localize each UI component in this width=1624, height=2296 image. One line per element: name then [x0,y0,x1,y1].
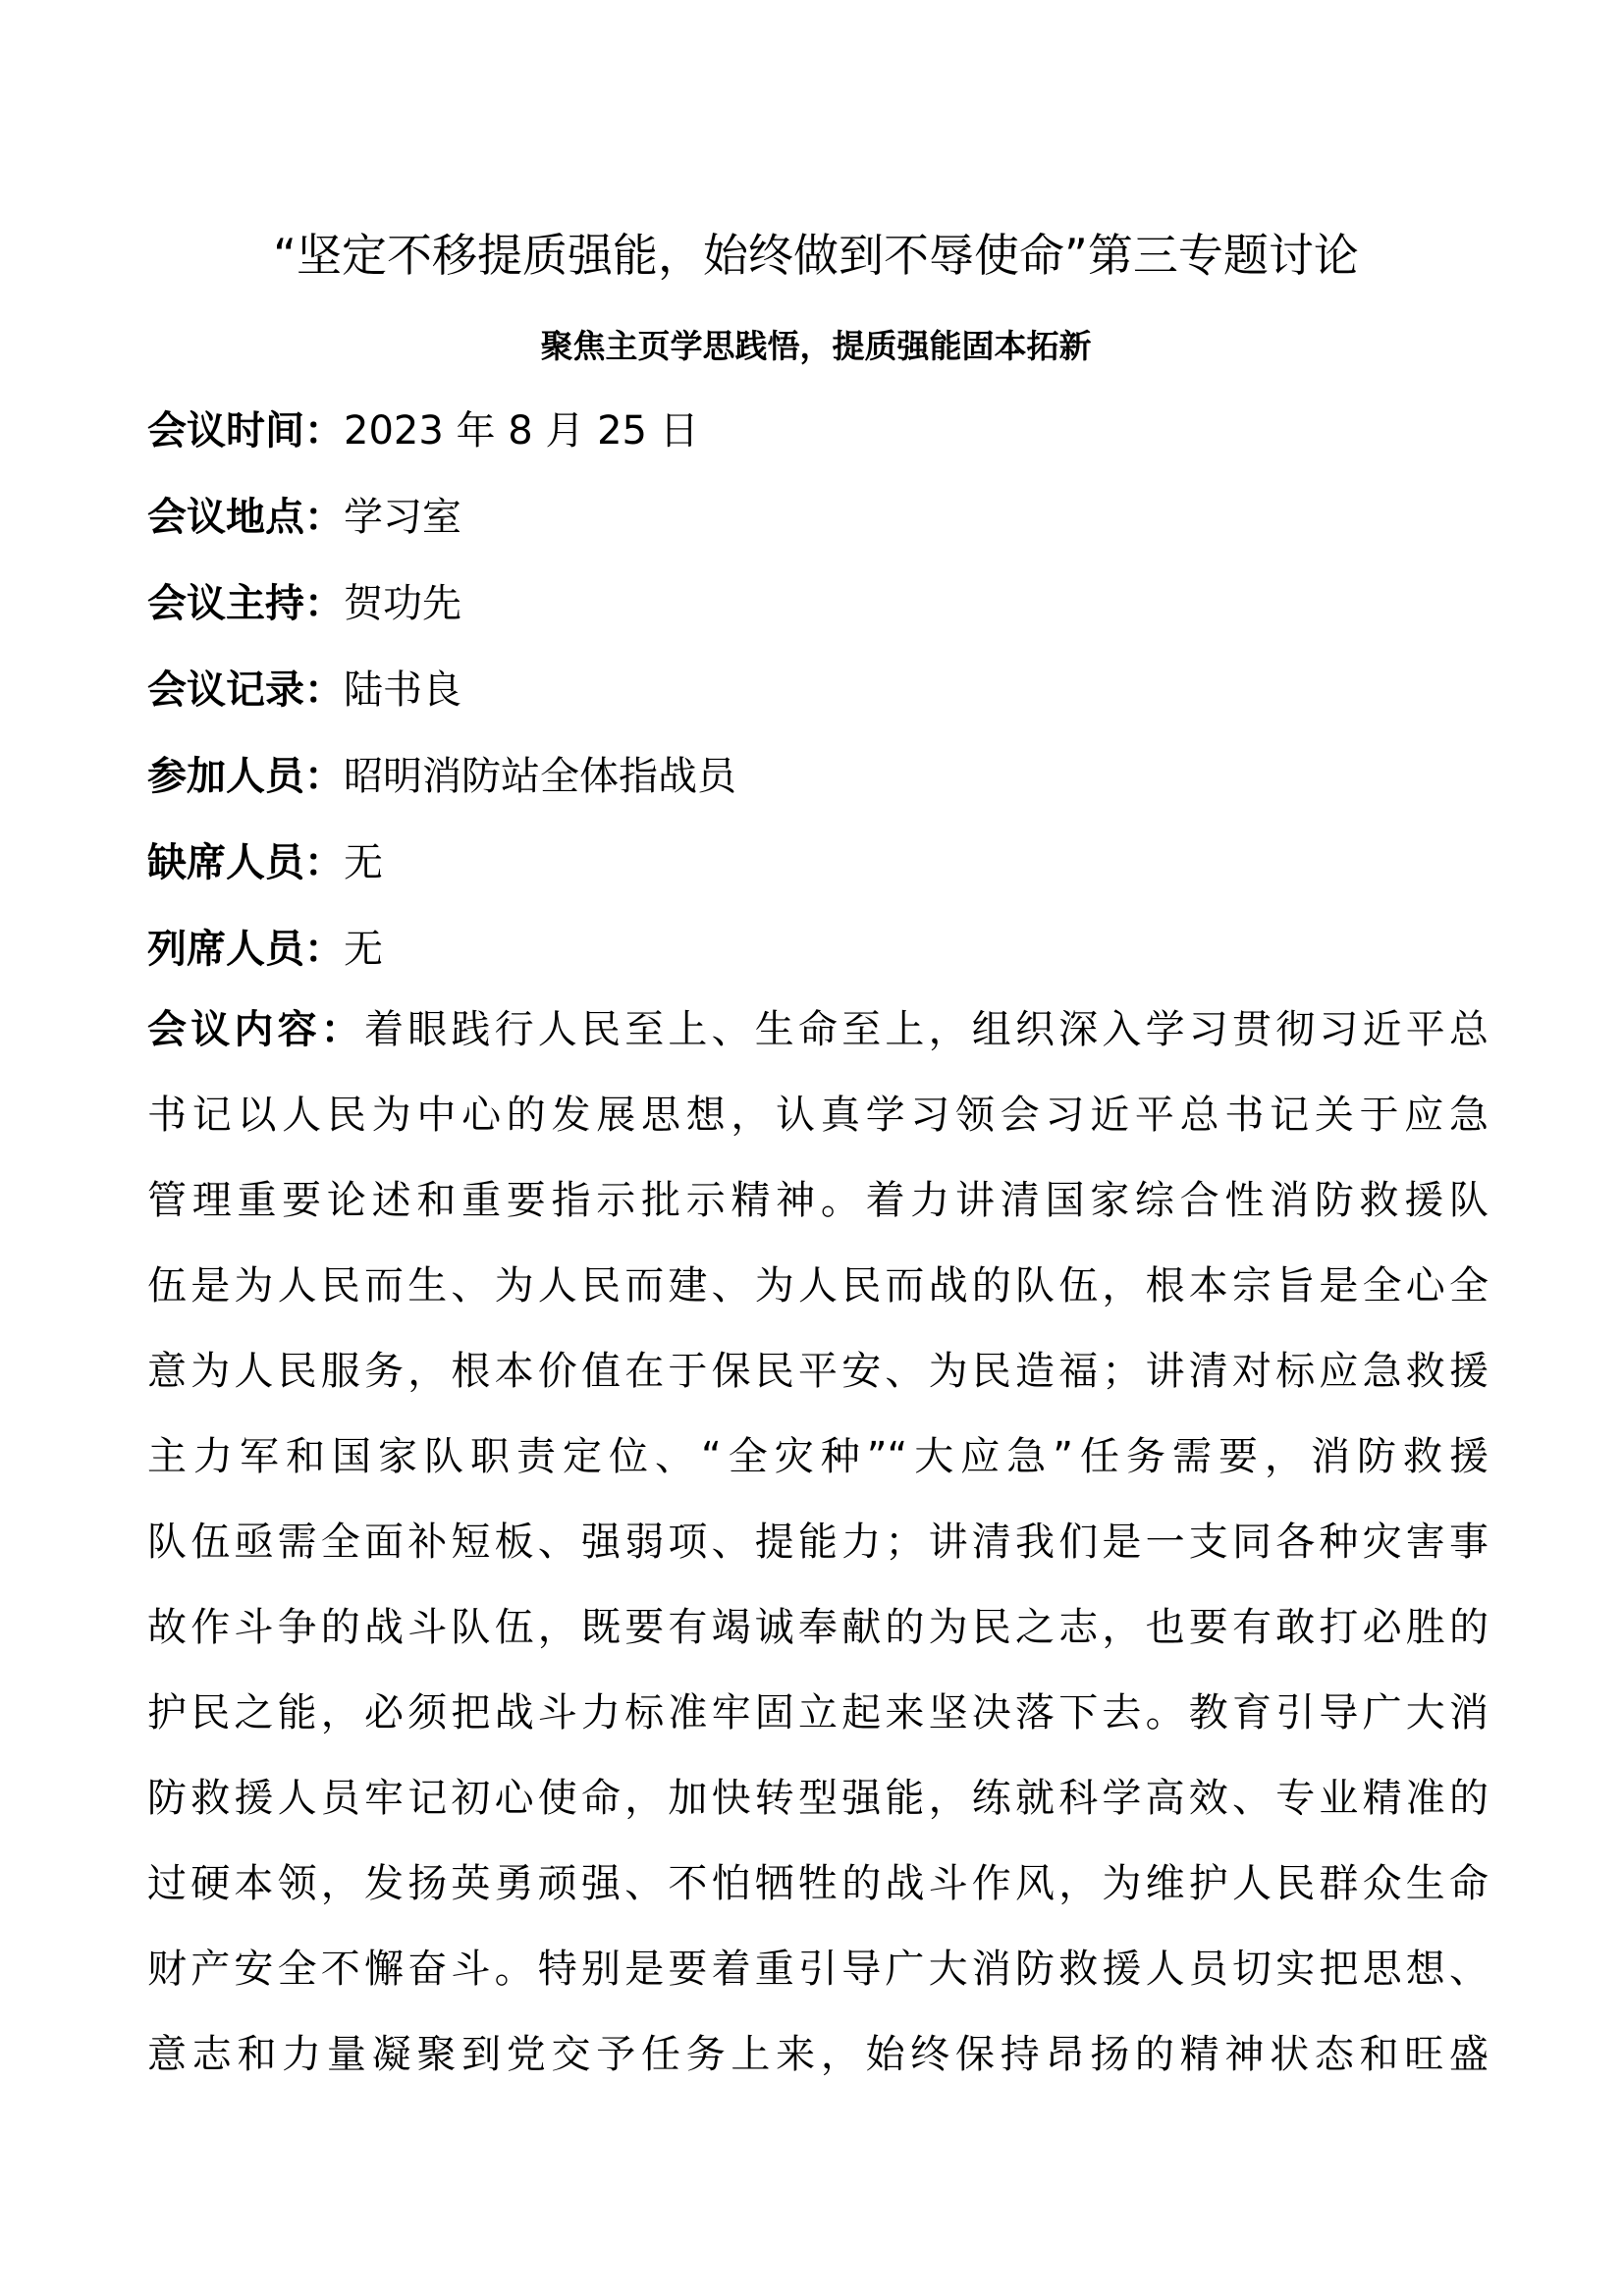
field-value: 无 [344,840,383,885]
field-label: 会议主持： [147,581,344,626]
field-value: 昭明消防站全体指战员 [344,754,736,799]
content-line: 护民之能，必须把战斗力标准牢固立起来坚决落下去。教育引导广大消 [147,1690,1489,1735]
content-line: 故作斗争的战斗队伍，既要有竭诚奉献的为民之志，也要有敢打必胜的 [147,1605,1489,1650]
field-value: 贺功先 [344,581,461,626]
field-absentees [147,832,1492,919]
field-meeting-recorder [147,660,1492,746]
document-title: “坚定不移提质强能，始终做到不辱使命”第三专题讨论 [273,229,1359,282]
content-line: 防救援人员牢记初心使命，加快转型强能，练就科学高效、专业精准的 [147,1776,1489,1821]
content-line: 管理重要论述和重要指示批示精神。着力讲清国家综合性消防救援队 [147,1178,1489,1223]
field-value: 无 [344,927,383,972]
content-line [147,988,1489,1073]
meeting-content [147,988,1489,2098]
content-line: 财产安全不懈奋斗。特别是要着重引导广大消防救援人员切实把思想、 [147,1947,1489,1992]
content-line: 伍是为人民而生、为人民而建、为人民而战的队伍，根本宗旨是全心全 [147,1263,1489,1308]
content-text: 着眼践行人民至上、生命至上，组织深入学习贯彻习近平总 [364,1007,1489,1052]
field-attendees [147,746,1492,832]
content-line: 书记以人民为中心的发展思想，认真学习领会习近平总书记关于应急 [147,1093,1489,1138]
field-value: 陆书良 [344,667,461,713]
field-label: 会议时间： [147,408,344,454]
meeting-info [147,400,1492,1005]
field-label: 列席人员： [147,927,344,972]
field-meeting-location [147,487,1492,573]
field-label: 会议地点： [147,495,344,540]
content-line: 队伍亟需全面补短板、强弱项、提能力；讲清我们是一支同各种灾害事 [147,1520,1489,1565]
field-label: 缺席人员： [147,840,344,885]
content-label: 会议内容： [147,1007,364,1052]
content-line: 意为人民服务，根本价值在于保民平安、为民造福；讲清对标应急救援 [147,1349,1489,1394]
content-line: 过硬本领，发扬英勇顽强、不怕牺牲的战斗作风，为维护人民群众生命 [147,1861,1489,1906]
content-line: 意志和力量凝聚到党交予任务上来，始终保持昂扬的精神状态和旺盛 [147,2032,1489,2077]
field-label: 参加人员： [147,754,344,799]
field-meeting-host [147,573,1492,660]
field-meeting-time [147,400,1492,487]
field-value: 学习室 [344,495,461,540]
field-value: 2023 年 8 月 25 日 [344,408,699,454]
document-subtitle: 聚焦主页学思践悟，提质强能固本拓新 [540,327,1092,365]
content-line: 主力军和国家队职责定位、“全灾种”“大应急”任务需要，消防救援 [147,1434,1489,1479]
field-label: 会议记录： [147,667,344,713]
